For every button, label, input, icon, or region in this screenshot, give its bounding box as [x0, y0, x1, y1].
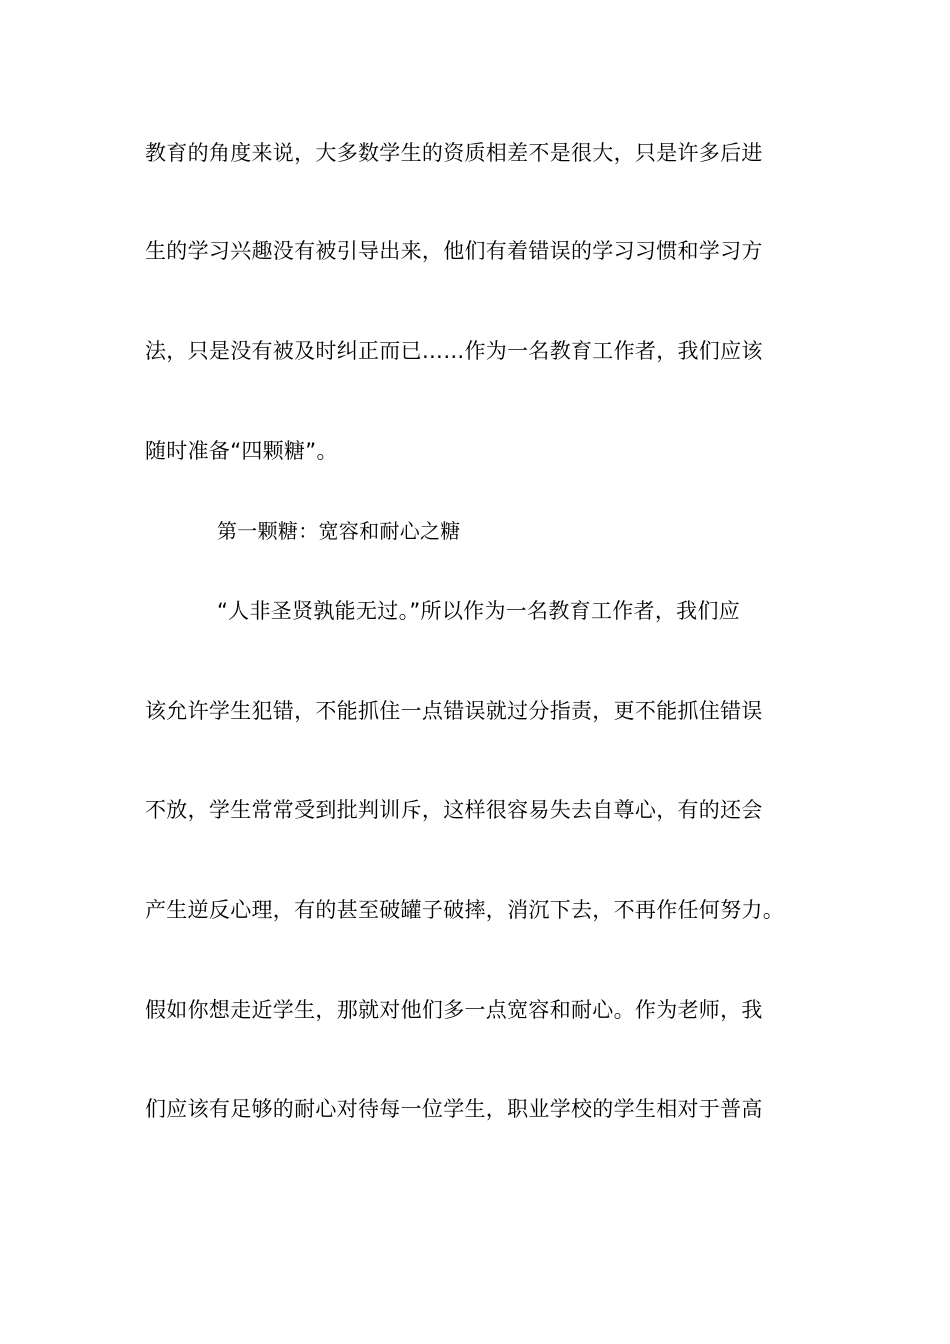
body-text-line: 假如你想走近学生，那就对他们多一点宽容和耐心。作为老师，我: [145, 998, 763, 1022]
section-heading: 第一颗糖：宽容和耐心之糖: [217, 519, 461, 543]
body-text-line: 法，只是没有被及时纠正而已……作为一名教育工作者，我们应该: [145, 339, 763, 363]
body-text-line: 生的学习兴趣没有被引导出来，他们有着错误的学习习惯和学习方: [145, 239, 763, 263]
body-text-line: 们应该有足够的耐心对待每一位学生，职业学校的学生相对于普高: [145, 1097, 763, 1121]
body-text-line: 不放，学生常常受到批判训斥，这样很容易失去自尊心，有的还会: [145, 798, 763, 822]
body-text-line: 教育的角度来说，大多数学生的资质相差不是很大，只是许多后进: [145, 141, 763, 165]
body-text-line: “人非圣贤孰能无过。”所以作为一名教育工作者，我们应: [217, 599, 741, 623]
body-text-line: 产生逆反心理，有的甚至破罐子破摔，消沉下去，不再作任何努力。: [145, 898, 784, 922]
body-text-line: 该允许学生犯错，不能抓住一点错误就过分指责，更不能抓住错误: [145, 699, 763, 723]
body-text-line: 随时准备“四颗糖”。: [145, 439, 338, 463]
